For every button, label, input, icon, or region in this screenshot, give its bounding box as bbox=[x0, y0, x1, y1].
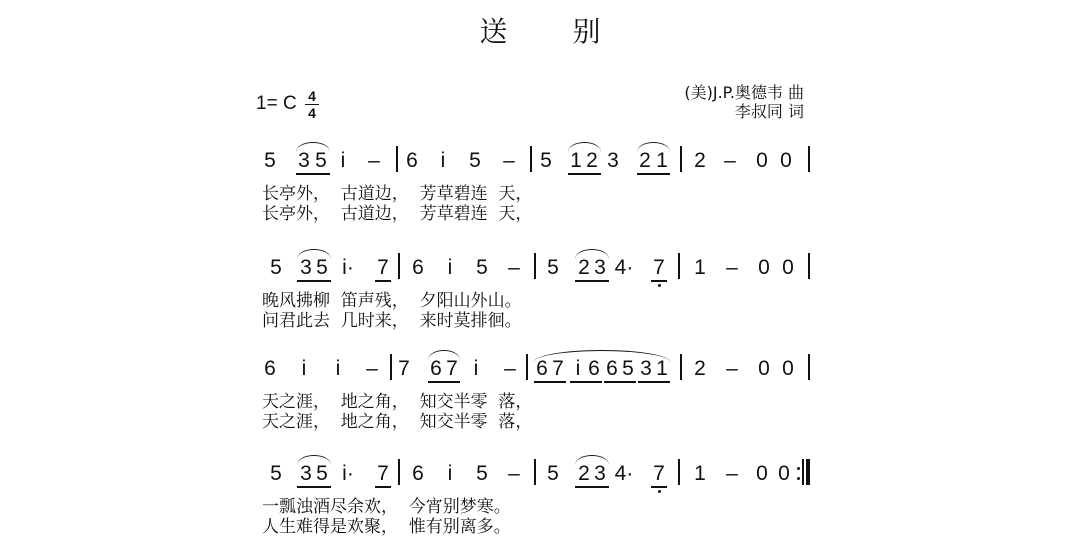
note: 6 bbox=[412, 256, 424, 279]
note: i bbox=[575, 357, 581, 380]
note: 7 bbox=[653, 462, 665, 485]
note: i bbox=[447, 462, 453, 485]
underline bbox=[568, 173, 601, 175]
underline bbox=[297, 280, 331, 282]
repeat-dot bbox=[797, 467, 800, 470]
underline bbox=[651, 280, 667, 282]
lyric-line-2: 人生难得是欢聚， 惟有别离多。 bbox=[262, 517, 511, 537]
note: 6 bbox=[536, 357, 548, 380]
note: 5 bbox=[316, 256, 328, 279]
underline bbox=[297, 486, 331, 488]
bar-line bbox=[808, 253, 810, 279]
lyric-line-1: 晚风拂柳 笛声残， 夕阳山外山。 bbox=[262, 291, 522, 311]
score-system-4 bbox=[0, 455, 1080, 560]
rest: 0 bbox=[778, 462, 790, 485]
note: 7 bbox=[446, 357, 458, 380]
dash: – bbox=[368, 149, 380, 172]
bar-line bbox=[678, 459, 680, 485]
time-signature-top: 4 bbox=[308, 88, 316, 104]
note: 6 bbox=[264, 357, 276, 380]
bar-line bbox=[396, 146, 398, 172]
note: i bbox=[473, 357, 479, 380]
underline bbox=[651, 486, 667, 488]
score-system-1 bbox=[0, 142, 1080, 247]
bar-line bbox=[390, 354, 392, 380]
note: i bbox=[301, 357, 307, 380]
note: i bbox=[340, 149, 346, 172]
note: 7 bbox=[398, 357, 410, 380]
note: 2 bbox=[578, 256, 590, 279]
underline bbox=[604, 381, 636, 383]
slur bbox=[297, 455, 331, 465]
rest: 0 bbox=[782, 256, 794, 279]
underline bbox=[575, 280, 609, 282]
lyric-line-1: 一瓢浊酒尽余欢， 今宵别梦寒。 bbox=[262, 497, 511, 517]
notes-row bbox=[0, 455, 1080, 495]
composer-credit: (美)J.P.奥德韦 曲 bbox=[684, 83, 804, 102]
rest: 0 bbox=[758, 357, 770, 380]
note: 5 bbox=[540, 149, 552, 172]
note: 3 bbox=[640, 357, 652, 380]
note: 1 bbox=[656, 149, 668, 172]
lyric-line-1: 长亭外， 古道边， 芳草碧连 天， bbox=[262, 184, 533, 204]
note: 6 bbox=[588, 357, 600, 380]
note: 2 bbox=[586, 149, 598, 172]
lyric-line-2: 天之涯， 地之角， 知交半零 落， bbox=[262, 412, 533, 432]
underline bbox=[375, 280, 391, 282]
dash: – bbox=[366, 357, 378, 380]
slur bbox=[575, 455, 609, 465]
bar-line bbox=[526, 354, 528, 380]
note: 7 bbox=[653, 256, 665, 279]
notes-row bbox=[0, 350, 1080, 390]
slur bbox=[575, 249, 609, 259]
note: 1 bbox=[656, 357, 668, 380]
score-system-3 bbox=[0, 350, 1080, 455]
underline bbox=[637, 173, 670, 175]
slur bbox=[534, 350, 670, 362]
final-bar-line bbox=[806, 459, 810, 485]
note: i· bbox=[342, 256, 354, 279]
note: 5 bbox=[476, 256, 488, 279]
repeat-dot bbox=[797, 477, 800, 480]
note: 5 bbox=[316, 462, 328, 485]
notes-row bbox=[0, 142, 1080, 182]
underline bbox=[296, 173, 330, 175]
slur bbox=[428, 350, 460, 360]
note: 3 bbox=[607, 149, 619, 172]
note: 5 bbox=[622, 357, 634, 380]
note: 1 bbox=[570, 149, 582, 172]
note: 5 bbox=[270, 462, 282, 485]
lyricist-credit: 李叔同 词 bbox=[734, 102, 804, 121]
note: 6 bbox=[406, 149, 418, 172]
dash: – bbox=[726, 256, 738, 279]
note: 4· bbox=[614, 256, 634, 279]
underline bbox=[534, 381, 566, 383]
underline bbox=[375, 486, 391, 488]
lyric-line-2: 长亭外， 古道边， 芳草碧连 天， bbox=[262, 204, 533, 224]
note: 2 bbox=[639, 149, 651, 172]
bar-line bbox=[678, 253, 680, 279]
rest: 0 bbox=[780, 149, 792, 172]
bar-line bbox=[680, 354, 682, 380]
note: 3 bbox=[594, 462, 606, 485]
note: 1 bbox=[694, 462, 706, 485]
note: 7 bbox=[377, 256, 389, 279]
rest: 0 bbox=[756, 462, 768, 485]
page-title: 送 别 bbox=[479, 15, 629, 48]
bar-line bbox=[530, 146, 532, 172]
note: 2 bbox=[694, 149, 706, 172]
bar-line bbox=[534, 459, 536, 485]
note: i bbox=[335, 357, 341, 380]
slur bbox=[637, 142, 670, 152]
note: 2 bbox=[578, 462, 590, 485]
score-system-2 bbox=[0, 249, 1080, 354]
note: 6 bbox=[606, 357, 618, 380]
underline bbox=[575, 486, 609, 488]
time-signature bbox=[305, 89, 319, 120]
low-octave-dot bbox=[658, 490, 661, 493]
dash: – bbox=[508, 462, 520, 485]
note: i bbox=[440, 149, 446, 172]
bar-line bbox=[808, 354, 810, 380]
dash: – bbox=[726, 357, 738, 380]
key-signature: 1= C bbox=[256, 93, 297, 114]
notes-row bbox=[0, 249, 1080, 289]
bar-line bbox=[534, 253, 536, 279]
low-octave-dot bbox=[658, 284, 661, 287]
lyric-line-2: 问君此去 几时来， 来时莫排徊。 bbox=[262, 311, 522, 331]
lyric-line-1: 天之涯， 地之角， 知交半零 落， bbox=[262, 392, 533, 412]
dash: – bbox=[504, 357, 516, 380]
note: 4· bbox=[614, 462, 634, 485]
slur bbox=[296, 142, 330, 152]
note: i· bbox=[342, 462, 354, 485]
rest: 0 bbox=[782, 357, 794, 380]
note: i bbox=[447, 256, 453, 279]
note: 3 bbox=[300, 462, 312, 485]
note: 5 bbox=[547, 256, 559, 279]
note: 5 bbox=[264, 149, 276, 172]
bar-line bbox=[398, 459, 400, 485]
dash: – bbox=[724, 149, 736, 172]
bar-line bbox=[808, 146, 810, 172]
dash: – bbox=[726, 462, 738, 485]
time-signature-bottom: 4 bbox=[308, 105, 316, 121]
bar-line bbox=[680, 146, 682, 172]
slur bbox=[568, 142, 601, 152]
underline bbox=[428, 381, 460, 383]
bar-line bbox=[398, 253, 400, 279]
underline bbox=[570, 381, 602, 383]
rest: 0 bbox=[756, 149, 768, 172]
underline bbox=[638, 381, 670, 383]
dash: – bbox=[503, 149, 515, 172]
note: 5 bbox=[270, 256, 282, 279]
note: 6 bbox=[430, 357, 442, 380]
rest: 0 bbox=[758, 256, 770, 279]
slur bbox=[297, 249, 331, 259]
note: 5 bbox=[547, 462, 559, 485]
note: 3 bbox=[300, 256, 312, 279]
note: 7 bbox=[552, 357, 564, 380]
note: 2 bbox=[694, 357, 706, 380]
note: 5 bbox=[315, 149, 327, 172]
dash: – bbox=[508, 256, 520, 279]
note: 3 bbox=[594, 256, 606, 279]
note: 6 bbox=[412, 462, 424, 485]
note: 7 bbox=[377, 462, 389, 485]
note: 1 bbox=[694, 256, 706, 279]
bar-line bbox=[802, 459, 804, 485]
note: 3 bbox=[298, 149, 310, 172]
note: 5 bbox=[476, 462, 488, 485]
note: 5 bbox=[469, 149, 481, 172]
